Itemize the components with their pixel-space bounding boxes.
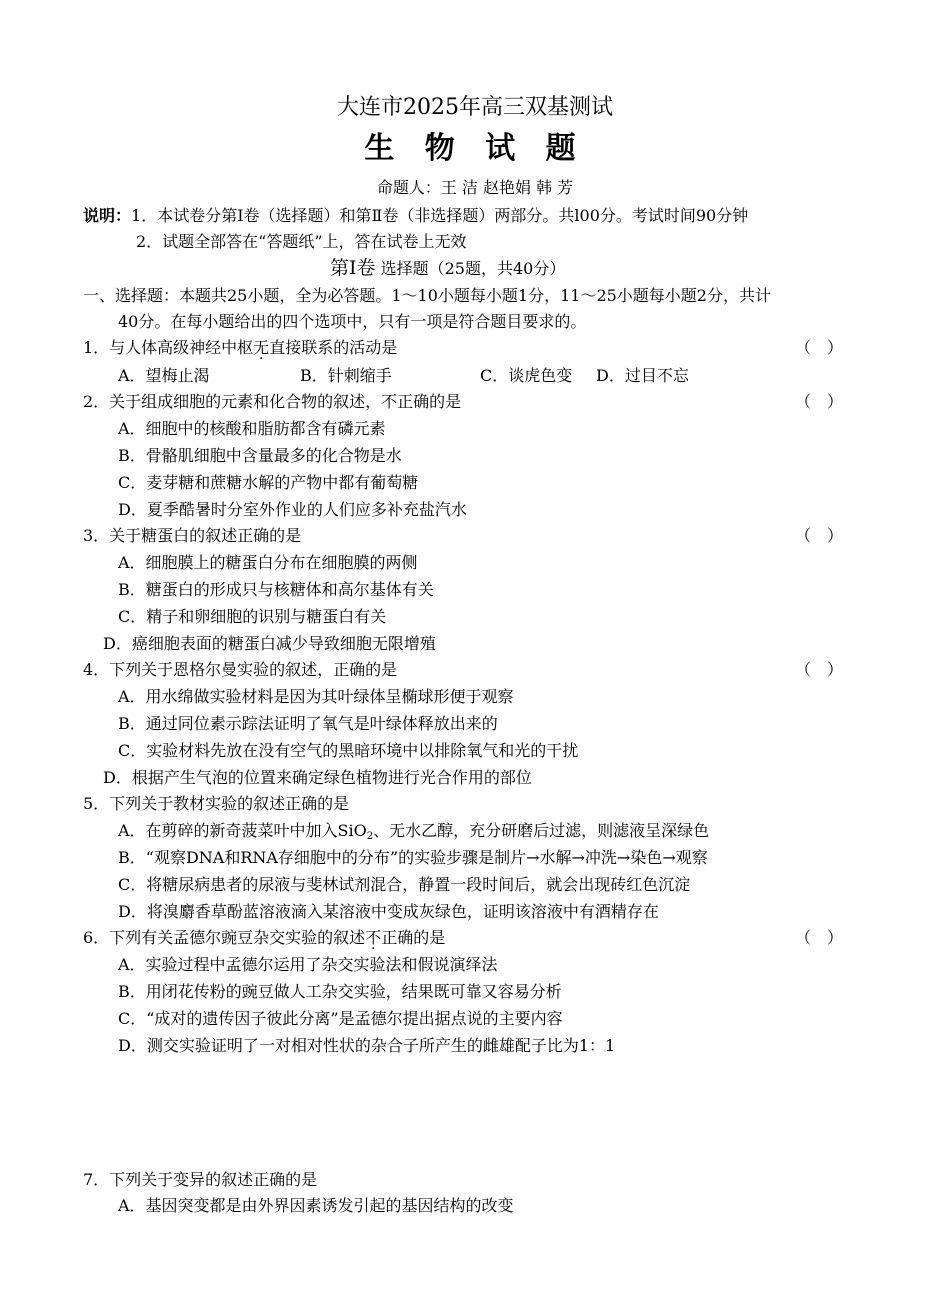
notes-label: 说明： — [83, 206, 132, 225]
section-desc: 选择题（25题，共40分） — [380, 259, 566, 278]
q5-option-a — [118, 821, 709, 841]
q1-stem-post: 直接联系的活动是 — [269, 338, 398, 357]
q4-option-a: A．用水绵做实验材料是因为其叶绿体呈椭球形便于观察 — [118, 687, 514, 706]
q2-option-d: D．夏季酷暑时分室外作业的人们应多补充盐汽水 — [118, 500, 467, 519]
q1-option-a: A．望梅止渴 — [118, 366, 210, 385]
question-6-stem — [83, 928, 445, 948]
section-title: 第Ⅰ卷 — [330, 257, 376, 279]
q4-answer-paren: （ ） — [795, 660, 844, 679]
q1-answer-paren: （ ） — [795, 338, 844, 357]
q6-stem-post: 正确的是 — [381, 928, 446, 947]
instructions-line-1: 一、选择题：本题共25小题，全为必答题。1～10小题每小题1分，11～25小题每小题2分，共计 — [83, 286, 771, 305]
q5-option-b: B．“观察DNA和RNA存细胞中的分布”的实验步骤是制片→水解→冲洗→染色→观察 — [118, 848, 708, 867]
authors: 命题人：王 洁 赵艳娟 韩 芳 — [376, 178, 574, 197]
notes-line-1 — [83, 206, 748, 226]
q6-option-a: A．实验过程中孟德尔运用了杂交实验法和假说演绎法 — [118, 955, 498, 974]
q5-option-d: D．将溴麝香草酚蓝溶液滴入某溶液中变成灰绿色，证明该溶液中有酒精存在 — [118, 902, 659, 921]
q6-stem-pre: 6．下列有关孟德尔豌豆杂交实验的叙述 — [83, 928, 366, 947]
q2-option-a: A．细胞中的核酸和脂肪都含有磷元素 — [118, 419, 386, 438]
q3-option-d: D．癌细胞表面的糖蛋白减少导致细胞无限增殖 — [103, 634, 436, 653]
question-3-stem: 3．关于糖蛋白的叙述正确的是 — [83, 526, 302, 545]
question-5-stem: 5．下列关于教材实验的叙述正确的是 — [83, 794, 350, 813]
q5-option-a-sub: 2 — [366, 831, 374, 842]
question-7-stem: 7．下列关于变异的叙述正确的是 — [83, 1170, 318, 1189]
exam-title: 大连市2025年高三双基测试 — [337, 95, 613, 120]
q2-option-b: B．骨骼肌细胞中含量最多的化合物是水 — [118, 446, 402, 465]
question-4-stem: 4．下列关于恩格尔曼实验的叙述，正确的是 — [83, 660, 398, 679]
q3-answer-paren: （ ） — [795, 526, 844, 545]
q5-option-a-pre: A．在剪碎的新奇菠菜叶中加入SiO — [118, 821, 367, 840]
notes-text-1: 1．本试卷分第Ⅰ卷（选择题）和第Ⅱ卷（非选择题）两部分。共l00分。考试时间90分钟 — [131, 206, 749, 225]
q4-option-b: B．通过同位素示踪法证明了氧气是叶绿体释放出来的 — [118, 714, 498, 733]
q3-option-a: A．细胞膜上的糖蛋白分布在细胞膜的两侧 — [118, 553, 418, 572]
q4-option-d: D．根据产生气泡的位置来确定绿色植物进行光合作用的部位 — [103, 768, 532, 787]
q6-option-d: D．测交实验证明了一对相对性状的杂合子所产生的雌雄配子比为1：1 — [118, 1036, 616, 1055]
q6-answer-paren: （ ） — [795, 928, 844, 947]
q5-option-c: C．将糖尿病患者的尿液与斐林试剂混合，静置一段时间后，就会出现砖红色沉淀 — [118, 875, 691, 894]
instructions-line-2: 40分。在每小题给出的四个选项中，只有一项是符合题目要求的。 — [118, 312, 587, 331]
q2-option-c: C．麦芽糖和蔗糖水解的产物中都有葡萄糖 — [118, 473, 419, 492]
notes-line-2: 2．试题全部答在“答题纸”上，答在试卷上无效 — [136, 232, 467, 251]
q1-emphasis: 无 — [253, 338, 270, 357]
q6-option-b: B．用闭花传粉的豌豆做人工杂交实验，结果既可靠又容易分析 — [118, 982, 562, 1001]
q1-option-c: C．谈虎色变 — [480, 366, 573, 385]
q5-option-a-post: 、无水乙醇，充分研磨后过滤，则滤液呈深绿色 — [373, 821, 710, 840]
q6-emphasis: 不 — [365, 928, 382, 947]
q1-option-d: D．过目不忘 — [596, 366, 689, 385]
q3-option-c: C．精子和卵细胞的识别与糖蛋白有关 — [118, 607, 387, 626]
question-1-stem — [83, 338, 397, 358]
section-header — [330, 258, 565, 279]
question-2-stem: 2．关于组成细胞的元素和化合物的叙述，不正确的是 — [83, 392, 462, 411]
q2-answer-paren: （ ） — [795, 392, 844, 411]
subject-title: 生 物 试 题 — [364, 131, 586, 166]
q7-option-a: A．基因突变都是由外界因素诱发引起的基因结构的改变 — [118, 1196, 514, 1215]
q1-stem-pre: 1．与人体高级神经中枢 — [83, 338, 254, 357]
q4-option-c: C．实验材料先放在没有空气的黑暗环境中以排除氧气和光的干扰 — [118, 741, 579, 760]
q3-option-b: B．糖蛋白的形成只与核糖体和高尔基体有关 — [118, 580, 434, 599]
q6-option-c: C．“成对的遗传因子彼此分离”是孟德尔提出据点说的主要内容 — [118, 1009, 563, 1028]
q1-option-b: B．针刺缩手 — [300, 366, 392, 385]
